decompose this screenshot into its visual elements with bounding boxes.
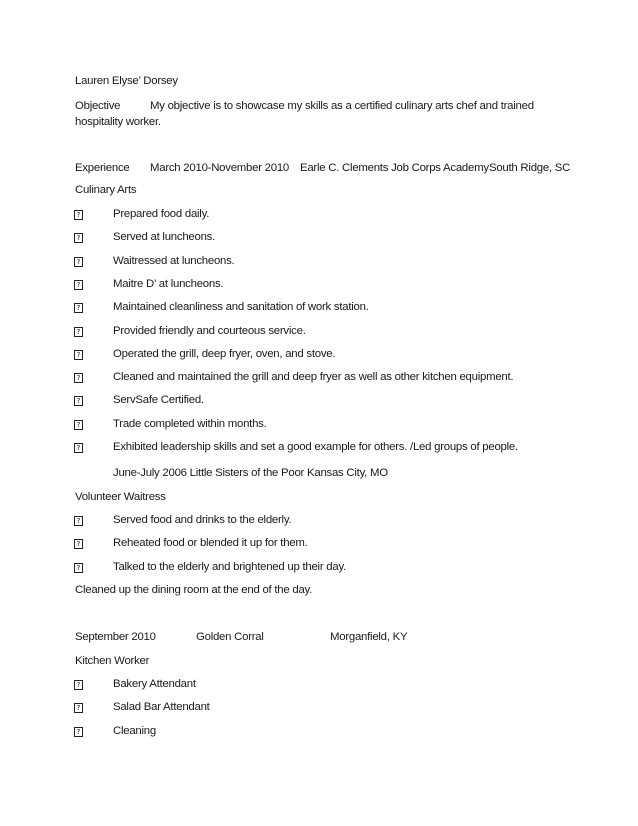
job-title-volunteer-waitress: Volunteer Waitress (75, 491, 166, 503)
golden-corral-employer: Golden Corral (196, 631, 264, 643)
broken-image-bullet-icon: ? (74, 516, 83, 526)
broken-image-bullet-icon: ? (74, 327, 83, 337)
bullet-item: Trade completed within months. (113, 417, 267, 430)
broken-image-bullet-icon: ? (74, 563, 83, 573)
job-title-culinary-arts: Culinary Arts (75, 184, 137, 196)
bullet-item: Cleaning (113, 724, 156, 737)
bullet-item: Served at luncheons. (113, 231, 216, 244)
golden-corral-dates: September 2010 (75, 631, 156, 643)
bullet-item: Operated the grill, deep fryer, oven, and stove. (113, 347, 336, 360)
bullet-item: Bakery Attendant (113, 678, 196, 690)
bullet-item: Served food and drinks to the elderly. (113, 514, 292, 526)
broken-image-bullet-icon: ? (74, 210, 83, 220)
applicant-name: Lauren Elyse’ Dorsey (75, 75, 178, 87)
bullet-item: Maitre D’ at luncheons. (113, 277, 224, 290)
broken-image-bullet-icon: ? (74, 373, 83, 383)
broken-image-bullet-icon: ? (74, 303, 83, 313)
broken-image-bullet-icon: ? (74, 680, 83, 690)
broken-image-bullet-icon: ? (74, 420, 83, 430)
bullet-item: Salad Bar Attendant (113, 701, 210, 714)
broken-image-bullet-icon: ? (74, 350, 83, 360)
objective-text: My objective is to showcase my skills as a certified culinary arts chef and trained (150, 100, 534, 112)
volunteer-dates-line: June-July 2006 Little Sisters of the Poor Kansas City, MO (113, 467, 388, 479)
volunteer-extra-line: Cleaned up the dining room at the end of the day. (75, 584, 313, 596)
broken-image-bullet-icon: ? (74, 257, 83, 267)
bullet-item: Talked to the elderly and brightened up their day. (113, 560, 346, 573)
broken-image-bullet-icon: ? (74, 703, 83, 713)
bullet-item: Reheated food or blended it up for them. (113, 537, 308, 550)
objective-label: Objective (75, 100, 121, 112)
bullet-item: Exhibited leadership skills and set a good example for others. /Led groups of people. (113, 441, 518, 453)
broken-image-bullet-icon: ? (74, 233, 83, 243)
objective-text-continued: hospitality worker. (75, 116, 161, 128)
broken-image-bullet-icon: ? (74, 443, 83, 453)
experience-location: South Ridge, SC (489, 162, 571, 174)
experience-label: Experience (75, 162, 130, 174)
golden-corral-location: Morganfield, KY (330, 631, 408, 643)
broken-image-bullet-icon: ? (74, 727, 83, 737)
broken-image-bullet-icon: ? (74, 280, 83, 290)
broken-image-bullet-icon: ? (74, 396, 83, 406)
bullet-item: Prepared food daily. (113, 208, 210, 220)
bullet-item: Provided friendly and courteous service. (113, 324, 306, 337)
bullet-item: Maintained cleanliness and sanitation of work station. (113, 301, 369, 314)
broken-image-bullet-icon: ? (74, 539, 83, 549)
bullet-item: Waitressed at luncheons. (113, 254, 235, 267)
experience-dates: March 2010-November 2010 (150, 162, 289, 174)
bullet-item: Cleaned and maintained the grill and deep fryer as well as other kitchen equipment. (113, 371, 514, 384)
bullet-item: ServSafe Certified. (113, 394, 204, 407)
job-title-kitchen-worker: Kitchen Worker (75, 655, 150, 667)
experience-employer: Earle C. Clements Job Corps Academy (300, 162, 489, 174)
